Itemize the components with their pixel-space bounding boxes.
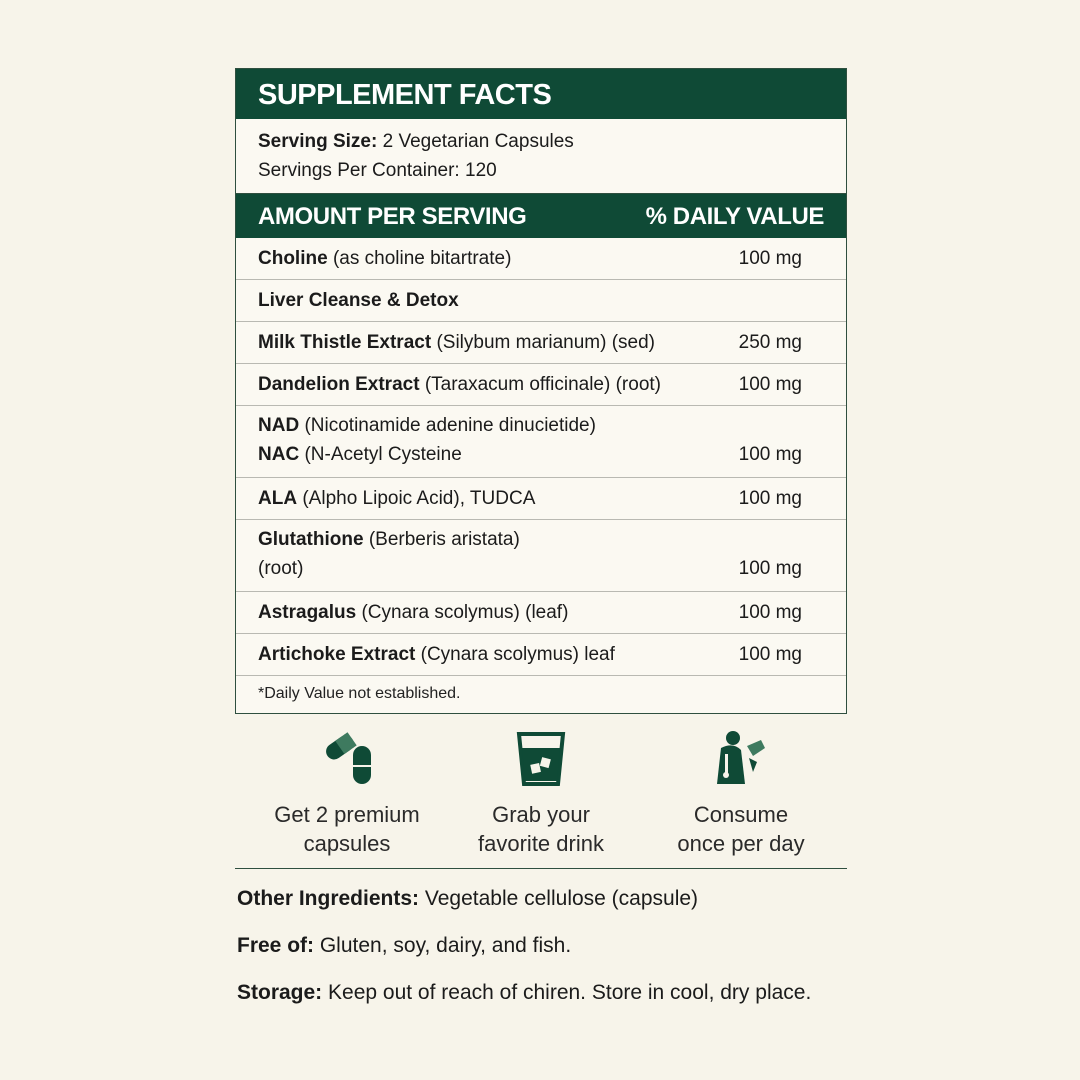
serving-info [236, 119, 846, 194]
facts-title: SUPPLEMENT FACTS [236, 69, 846, 119]
step-drink [441, 728, 641, 858]
supplement-facts-panel [235, 68, 847, 714]
ingredient-name: NAD (Nicotinamide adenine dinucietide) NAC (N-Acetyl Cysteine [258, 415, 596, 465]
ingredient-amount: 100 mg [738, 558, 802, 579]
ingredient-name: Liver Cleanse & Detox [258, 290, 459, 311]
table-row [236, 322, 846, 364]
ingredient-name: Astragalus (Cynara scolymus) (leaf) [258, 602, 569, 623]
step-label: Grab your favorite drink [478, 802, 604, 856]
table-row [236, 634, 846, 676]
ingredient-amount: 100 mg [738, 248, 802, 269]
usage-steps [235, 728, 847, 869]
daily-value-header: % DAILY VALUE [645, 203, 824, 230]
ingredient-amount: 100 mg [738, 602, 802, 623]
serving-size: Serving Size: 2 Vegetarian Capsules [258, 131, 574, 152]
product-info [237, 886, 877, 1027]
step-label: Get 2 premium capsules [274, 802, 420, 856]
step-capsules [247, 728, 447, 858]
column-header [236, 194, 846, 238]
table-row [236, 520, 846, 592]
ingredient-amount: 250 mg [738, 332, 802, 353]
ingredient-name: ALA (Alpho Lipoic Acid), TUDCA [258, 488, 536, 509]
ingredient-name: Artichoke Extract (Cynara scolymus) leaf [258, 644, 615, 665]
ingredient-name: Dandelion Extract (Taraxacum officinale) (root) [258, 374, 661, 395]
table-row [236, 280, 846, 322]
drink-glass-icon [441, 728, 641, 788]
table-row [236, 592, 846, 634]
capsules-icon [247, 728, 447, 788]
ingredient-name: Choline (as choline bitartrate) [258, 248, 512, 269]
table-row [236, 238, 846, 280]
ingredient-amount: 100 mg [738, 374, 802, 395]
table-row [236, 364, 846, 406]
ingredient-name: Glutathione (Berberis aristata) (root) [258, 529, 520, 579]
table-row [236, 406, 846, 478]
daily-value-footnote: *Daily Value not established. [258, 685, 461, 702]
amount-per-serving-header: AMOUNT PER SERVING [258, 203, 527, 230]
ingredient-name: Milk Thistle Extract (Silybum marianum) (sed) [258, 332, 655, 353]
ingredient-amount: 100 mg [738, 644, 802, 665]
servings-per-container: Servings Per Container: 120 [258, 160, 497, 181]
storage: Storage: Keep out of reach of chiren. Store in cool, dry place. [237, 981, 812, 1004]
step-label: Consume once per day [677, 802, 805, 856]
ingredient-amount: 100 mg [738, 444, 802, 465]
person-drinking-icon [641, 728, 841, 788]
step-consume [641, 728, 841, 858]
table-row [236, 478, 846, 520]
free-of: Free of: Gluten, soy, dairy, and fish. [237, 934, 572, 957]
other-ingredients: Other Ingredients: Vegetable cellulose (capsule) [237, 887, 699, 910]
ingredient-amount: 100 mg [738, 488, 802, 509]
